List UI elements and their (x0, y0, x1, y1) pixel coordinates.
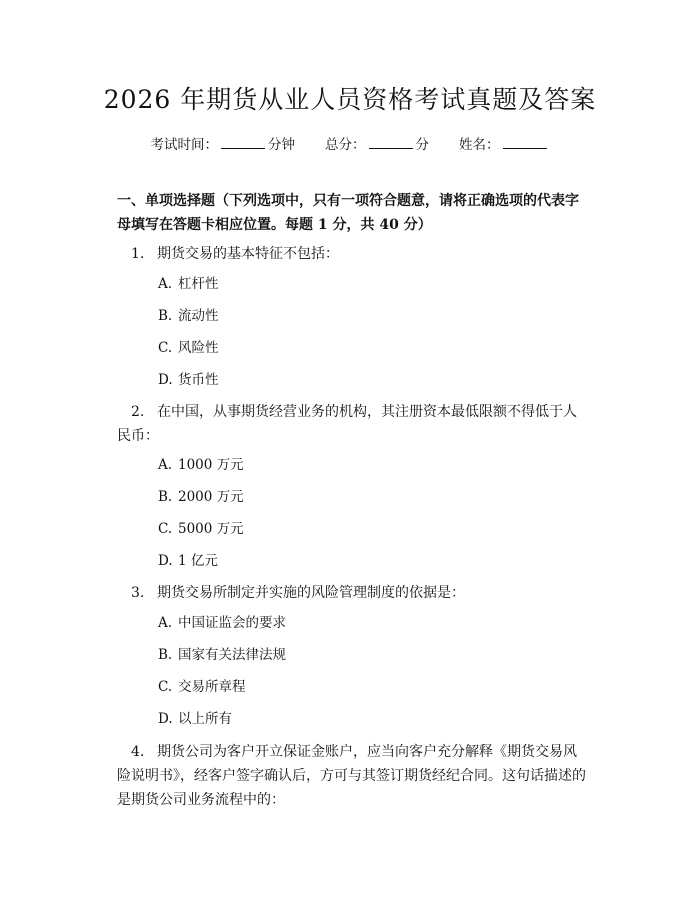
question-number: 4. (131, 744, 145, 760)
option-letter: B. (158, 647, 173, 663)
question-2-option-c (158, 519, 244, 539)
question-3 (117, 581, 587, 605)
total-score-field (325, 133, 429, 153)
option-letter: D. (158, 372, 173, 388)
option-text: 5000 万元 (178, 521, 244, 537)
option-text: 以上所有 (178, 711, 232, 727)
option-text: 1 亿元 (178, 553, 218, 569)
question-text: 在中国，从事期货经营业务的机构，其注册资本最低限额不得低于人民币： (117, 404, 577, 444)
question-1-option-d (158, 370, 219, 390)
option-letter: A. (158, 276, 173, 292)
question-text: 期货公司为客户开立保证金账户，应当向客户充分解释《期货交易风险说明书》，经客户签字确认后，方可与其签订期货经纪合同。这句话描述的是期货公司业务流程中的： (117, 744, 586, 808)
question-number: 3. (131, 585, 145, 601)
option-text: 流动性 (178, 308, 219, 324)
option-letter: A. (158, 615, 173, 631)
option-text: 2000 万元 (178, 489, 244, 505)
option-letter: B. (158, 308, 173, 324)
option-text: 中国证监会的要求 (178, 615, 286, 631)
question-number: 1. (131, 246, 145, 262)
question-3-option-c (158, 677, 246, 697)
name-label: 姓名： (459, 137, 500, 153)
option-text: 交易所章程 (178, 679, 246, 695)
option-text: 1000 万元 (178, 457, 244, 473)
question-1-option-c (158, 338, 219, 358)
question-4 (117, 740, 587, 812)
question-2-option-a (158, 455, 244, 475)
question-text: 期货交易的基本特征不包括： (157, 246, 339, 262)
question-2-option-d (158, 551, 218, 571)
option-text: 风险性 (178, 340, 219, 356)
section-heading: 一、单项选择题（下列选项中，只有一项符合题意，请将正确选项的代表字母填写在答题卡相应位置。每题 1 分，共 40 分） (117, 193, 579, 233)
total-score-blank (369, 134, 413, 149)
option-text: 货币性 (178, 372, 219, 388)
option-letter: C. (158, 521, 173, 537)
option-letter: D. (158, 711, 173, 727)
option-letter: C. (158, 679, 173, 695)
option-letter: A. (158, 457, 173, 473)
option-letter: B. (158, 489, 173, 505)
total-score-label: 总分： (325, 137, 366, 153)
exam-time-label: 考试时间： (150, 137, 218, 153)
question-2 (117, 400, 587, 448)
total-score-unit: 分 (415, 137, 429, 153)
question-1 (117, 242, 587, 266)
page-title: 2026 年期货从业人员资格考试真题及答案 (103, 85, 597, 114)
question-3-option-b (158, 645, 286, 665)
question-3-option-a (158, 613, 286, 633)
question-2-option-b (158, 487, 244, 507)
exam-info-row (0, 133, 700, 153)
option-letter: C. (158, 340, 173, 356)
question-number: 2. (131, 404, 145, 420)
exam-time-unit: 分钟 (268, 137, 295, 153)
question-1-option-a (158, 274, 219, 294)
exam-time-field (151, 133, 296, 153)
option-text: 杠杆性 (178, 276, 219, 292)
name-field (459, 133, 550, 153)
option-letter: D. (158, 553, 173, 569)
question-1-option-b (158, 306, 219, 326)
option-text: 国家有关法律法规 (178, 647, 286, 663)
exam-time-blank (221, 134, 265, 149)
question-text: 期货交易所制定并实施的风险管理制度的依据是： (157, 585, 465, 601)
question-3-option-d (158, 709, 232, 729)
name-blank (503, 134, 547, 149)
